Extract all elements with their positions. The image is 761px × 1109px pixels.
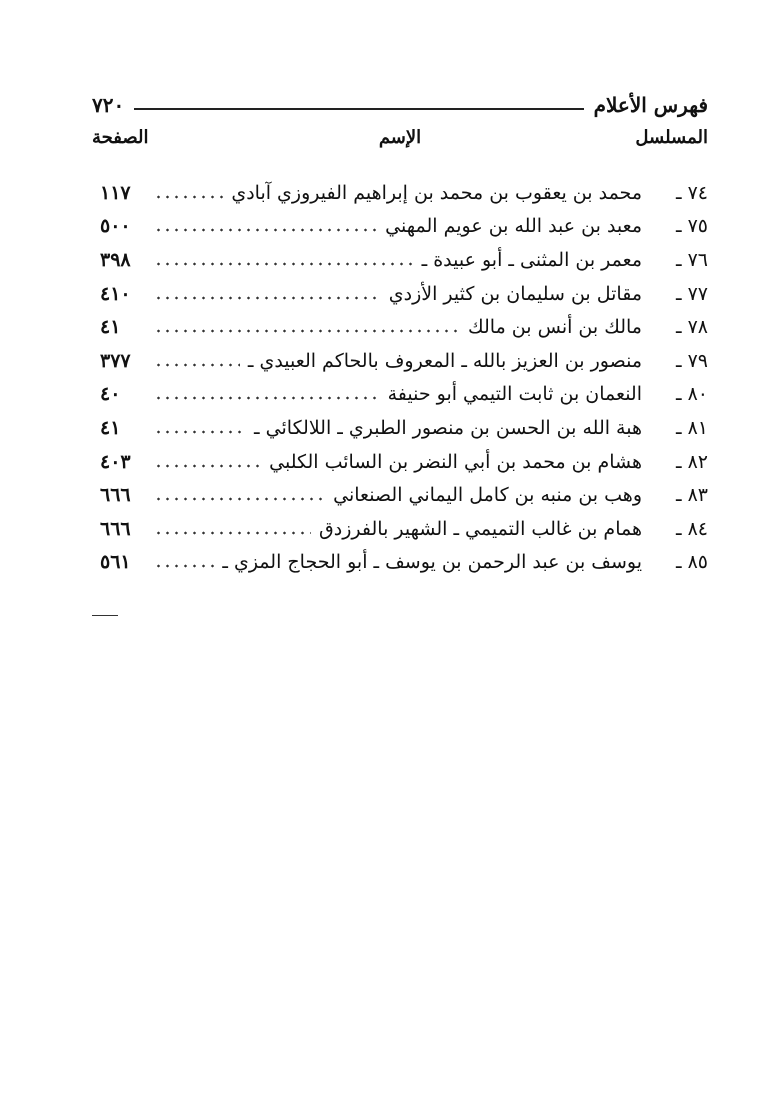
- entry-serial: ٧٨ ـ: [675, 316, 708, 339]
- entry-page-number: ١١٧: [100, 181, 131, 204]
- entry-page-number: ٦٦٦: [100, 517, 131, 540]
- entry-serial: ٧٥ ـ: [675, 215, 708, 238]
- dot-leader: [154, 329, 460, 333]
- dot-leader: [154, 195, 223, 199]
- entry-name: النعمان بن ثابت التيمي أبو حنيفة: [387, 383, 642, 406]
- entry-name: وهب بن منبه بن كامل اليماني الصنعاني: [333, 484, 642, 507]
- entry-serial: ٨٠ ـ: [675, 383, 708, 406]
- entry-name: محمد بن يعقوب بن محمد بن إبراهيم الفيروزي آبادي: [231, 181, 642, 204]
- index-entry-row: [100, 310, 708, 344]
- running-head: [92, 86, 708, 116]
- page-number: ٧٢٠: [92, 93, 125, 117]
- entry-serial: ٧٦ ـ: [675, 248, 708, 271]
- dot-leader: [154, 497, 325, 501]
- entry-serial: ٧٤ ـ: [675, 181, 708, 204]
- index-entry-row: [100, 344, 708, 378]
- column-header-name: الإسم: [378, 126, 422, 148]
- index-entry-row: [100, 411, 708, 445]
- index-entries: [100, 176, 708, 579]
- entry-serial: ٧٧ ـ: [675, 282, 708, 305]
- running-title: فهرس الأعلام: [593, 93, 708, 117]
- entry-page-number: ٥٦١: [100, 551, 131, 574]
- entry-serial: ٨٢ ـ: [675, 450, 708, 473]
- index-entry-row: [100, 210, 708, 244]
- footnote-rule: [92, 615, 118, 616]
- index-entry-row: [100, 546, 708, 580]
- dot-leader: [154, 564, 214, 568]
- entry-serial: ٧٩ ـ: [675, 349, 708, 372]
- entry-page-number: ٤١: [100, 316, 121, 339]
- dot-leader: [154, 228, 377, 232]
- index-entry-row: [100, 176, 708, 210]
- column-header-serial: المسلسل: [635, 126, 708, 148]
- entry-page-number: ٤١٠: [100, 282, 131, 305]
- entry-page-number: ٤٠: [100, 383, 121, 406]
- dot-leader: [154, 396, 380, 400]
- index-entry-row: [100, 378, 708, 412]
- entry-serial: ٨٥ ـ: [675, 551, 708, 574]
- entry-name: منصور بن العزيز بالله ـ المعروف بالحاكم العبيدي ـ: [247, 349, 642, 372]
- header-rule: [134, 108, 583, 110]
- entry-name: معبد بن عبد الله بن عويم المهني: [385, 215, 642, 238]
- column-headers: [92, 122, 708, 152]
- index-entry-row: [100, 478, 708, 512]
- dot-leader: [154, 464, 261, 468]
- index-entry-row: [100, 243, 708, 277]
- dot-leader: [154, 531, 311, 535]
- entry-name: يوسف بن عبد الرحمن بن يوسف ـ أبو الحجاج المزي ـ: [222, 551, 642, 574]
- entry-page-number: ٣٧٧: [100, 349, 131, 372]
- entry-page-number: ٦٦٦: [100, 484, 131, 507]
- entry-serial: ٨٣ ـ: [675, 484, 708, 507]
- entry-page-number: ٤٠٣: [100, 450, 131, 473]
- entry-name: معمر بن المثنى ـ أبو عبيدة ـ: [421, 248, 642, 271]
- dot-leader: [154, 430, 246, 434]
- entry-serial: ٨١ ـ: [675, 416, 708, 439]
- index-entry-row: [100, 445, 708, 479]
- entry-name: مقاتل بن سليمان بن كثير الأزدي: [388, 282, 642, 305]
- entry-page-number: ٥٠٠: [100, 215, 131, 238]
- dot-leader: [154, 296, 381, 300]
- index-entry-row: [100, 512, 708, 546]
- index-entry-row: [100, 277, 708, 311]
- entry-name: مالك بن أنس بن مالك: [468, 316, 642, 339]
- column-header-page: الصفحة: [92, 126, 149, 148]
- entry-serial: ٨٤ ـ: [675, 517, 708, 540]
- dot-leader: [154, 262, 414, 266]
- dot-leader: [154, 363, 240, 367]
- entry-page-number: ٤١: [100, 416, 121, 439]
- entry-name: هبة الله بن الحسن بن منصور الطبري ـ اللالكائي ـ: [254, 416, 642, 439]
- entry-name: همام بن غالب التميمي ـ الشهير بالفرزدق: [319, 517, 642, 540]
- entry-name: هشام بن محمد بن أبي النضر بن السائب الكلبي: [269, 450, 642, 473]
- entry-page-number: ٣٩٨: [100, 248, 131, 271]
